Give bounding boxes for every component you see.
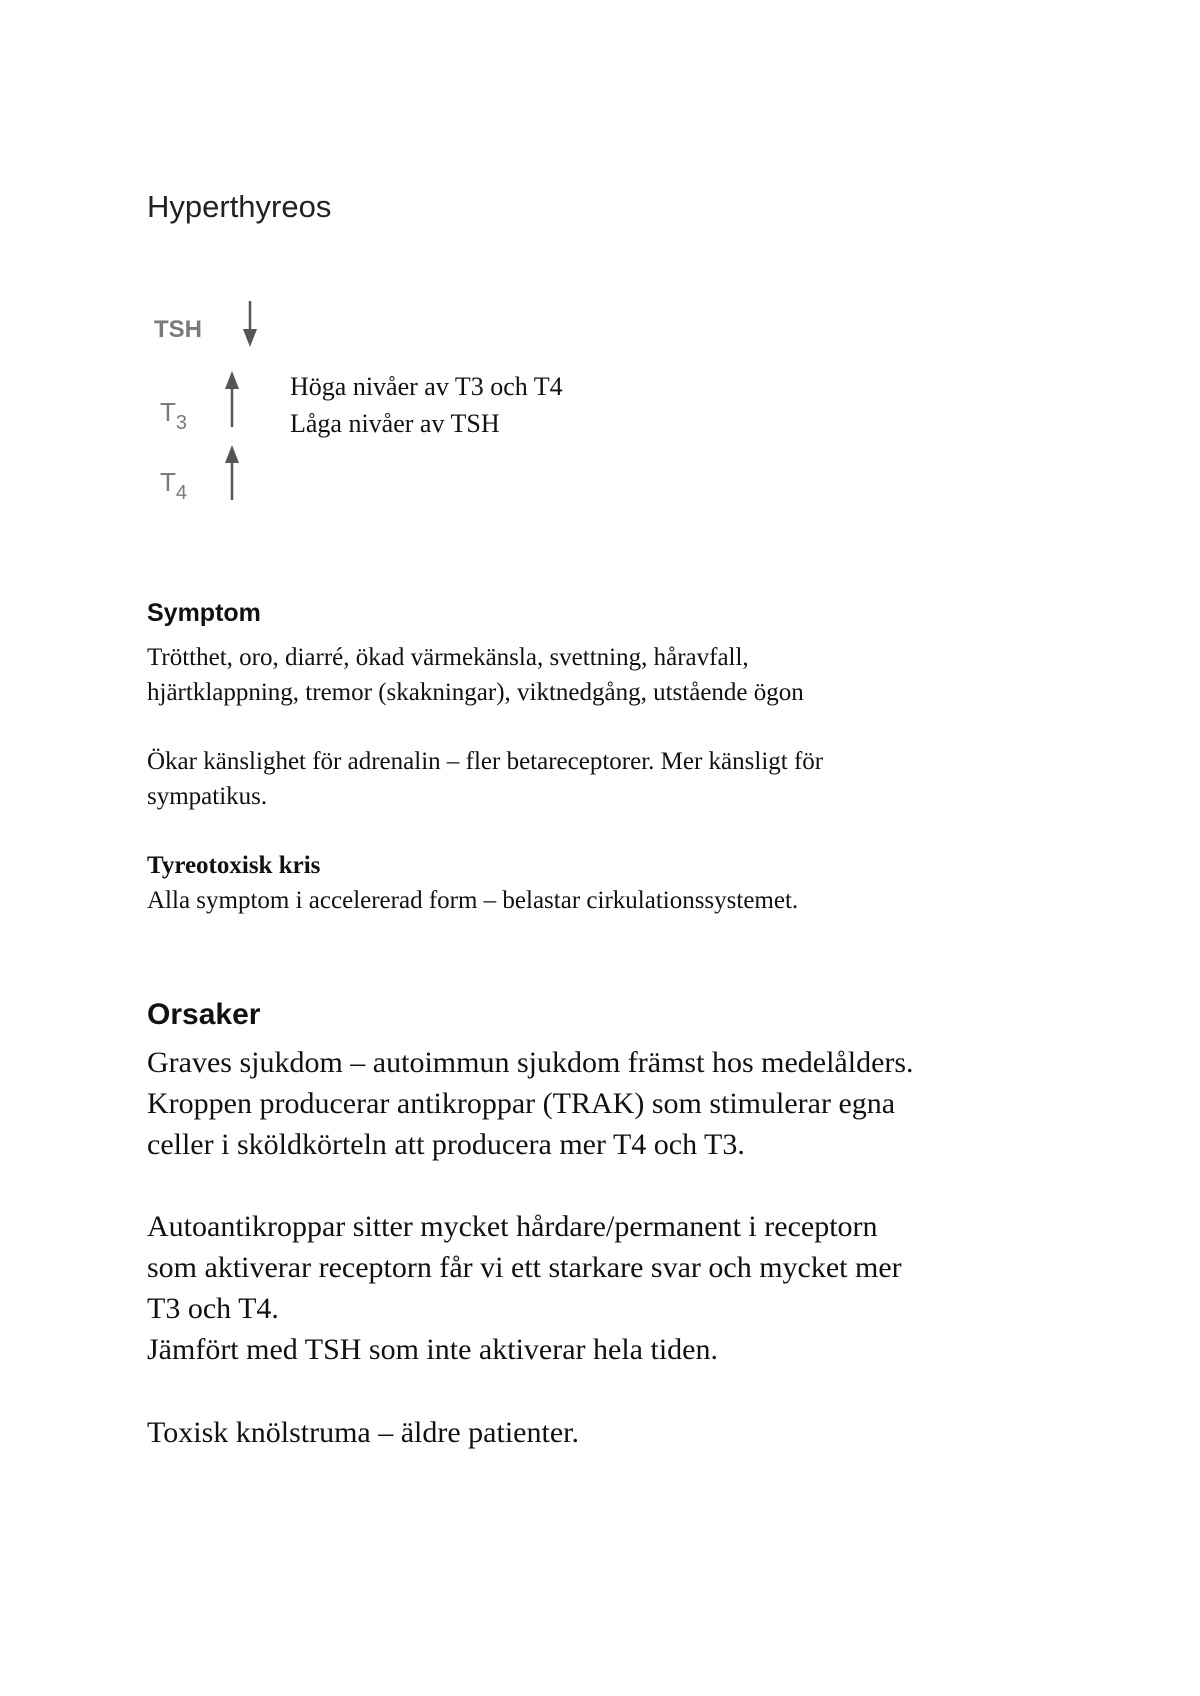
text-line: hjärtklappning, tremor (skakningar), viktnedgång, utstående ögon xyxy=(147,679,804,706)
arrow-down-icon xyxy=(243,301,257,347)
t3-label: $T_3$ xyxy=(160,397,188,434)
text-line: Ökar känslighet för adrenalin – fler betareceptorer. Mer känsligt för xyxy=(147,748,824,775)
levels-line-high: Höga nivåer av T3 och T4 xyxy=(290,372,563,401)
text-line: sympatikus. xyxy=(147,783,268,810)
text-line: som aktiverar receptorn får vi ett starkare svar och mycket mer xyxy=(147,1251,902,1284)
symptom-list xyxy=(147,640,1077,710)
graves-paragraph xyxy=(147,1042,1077,1165)
adrenalin-paragraph xyxy=(147,744,1077,814)
arrow-up-icon xyxy=(225,371,239,427)
orsaker-heading: Orsaker xyxy=(147,998,261,1031)
crisis-heading: Tyreotoxisk kris xyxy=(147,852,321,879)
symptom-heading: Symptom xyxy=(147,599,261,627)
page-title: Hyperthyreos xyxy=(147,189,332,224)
toxic-paragraph: Toxisk knölstruma – äldre patienter. xyxy=(147,1416,579,1449)
text-line: Graves sjukdom – autoimmun sjukdom främst hos medelålders. xyxy=(147,1046,914,1079)
crisis-paragraph: Alla symptom i accelererad form – belastar cirkulationssystemet. xyxy=(147,887,799,914)
arrow-up-icon xyxy=(225,445,239,500)
tsh-label: TSH xyxy=(154,316,202,343)
text-line: Autoantikroppar sitter mycket hårdare/permanent i receptorn xyxy=(147,1210,878,1243)
text-line: Kroppen producerar antikroppar (TRAK) som stimulerar egna xyxy=(147,1087,896,1120)
t4-label: $T_4$ xyxy=(160,467,188,504)
text-line: T3 och T4. xyxy=(147,1292,279,1325)
hormone-levels-text xyxy=(290,368,563,442)
text-line: celler i sköldkörteln att producera mer T4 och T3. xyxy=(147,1128,745,1161)
text-line: Trötthet, oro, diarré, ökad värmekänsla, svettning, håravfall, xyxy=(147,644,749,671)
hormone-level-figure xyxy=(150,295,270,515)
levels-line-low: Låga nivåer av TSH xyxy=(290,409,500,438)
autoantibody-paragraph xyxy=(147,1206,1077,1370)
text-line: Jämfört med TSH som inte aktiverar hela tiden. xyxy=(147,1333,718,1366)
